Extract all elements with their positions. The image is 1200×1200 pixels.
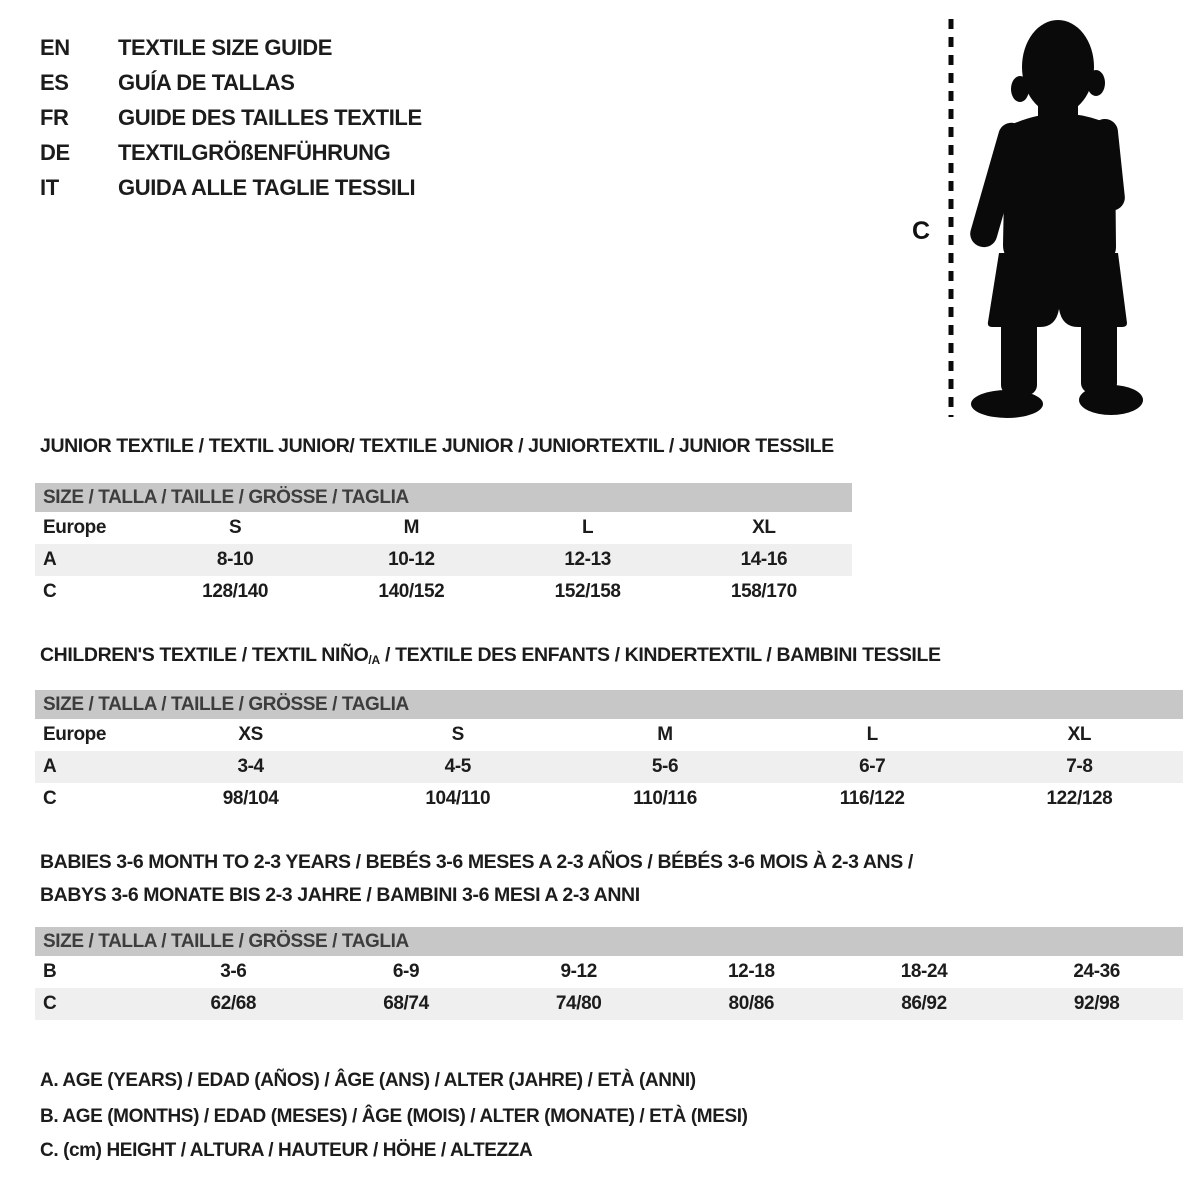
junior-row-a — [35, 544, 852, 576]
junior-size-header-bar: SIZE / TALLA / TAILLE / GRÖSSE / TAGLIA — [35, 483, 852, 512]
babies-row-c — [35, 988, 1183, 1020]
toddler-silhouette — [967, 20, 1143, 418]
babies-size-header-bar: SIZE / TALLA / TAILLE / GRÖSSE / TAGLIA — [35, 927, 1183, 956]
row-label: A — [43, 756, 57, 777]
cell-value: 92/98 — [1073, 993, 1120, 1014]
row-label: Europe — [43, 517, 107, 538]
cell-value: 12-13 — [564, 549, 611, 570]
cell-value: XL — [1067, 724, 1092, 745]
language-code: IT — [40, 174, 59, 200]
cell-value: 140/152 — [378, 581, 445, 602]
toddler-silhouette-figure — [945, 15, 1145, 420]
cell-value: 4-5 — [444, 756, 471, 777]
babies-section-title-line1: BABIES 3-6 MONTH TO 2-3 YEARS / BEBÉS 3-6 MESES A 2-3 AÑOS / BÉBÉS 3-6 MOIS À 2-3 ANS / — [40, 851, 913, 873]
children-title-text: / TEXTILE DES ENFANTS / KINDERTEXTIL / BAMBINI TESSILE — [380, 644, 941, 666]
cell-value: 7-8 — [1066, 756, 1093, 777]
cell-value: L — [866, 724, 878, 745]
language-code: DE — [40, 139, 70, 165]
legend-line-b: B. AGE (MONTHS) / EDAD (MESES) / ÂGE (MOIS) / ALTER (MONATE) / ETÀ (MESI) — [40, 1106, 748, 1127]
language-row-en — [40, 30, 422, 65]
cell-value: 74/80 — [555, 993, 602, 1014]
row-label: A — [43, 549, 57, 570]
junior-size-table — [35, 483, 852, 608]
language-code: FR — [40, 104, 69, 130]
language-row-es — [40, 65, 422, 100]
cell-value: 6-7 — [859, 756, 886, 777]
cell-value: 110/116 — [633, 788, 697, 809]
children-row-c — [35, 783, 1183, 815]
height-measure-label-c: C — [912, 217, 930, 245]
cell-value: 14-16 — [740, 549, 788, 570]
language-code: EN — [40, 34, 70, 60]
cell-value: 3-4 — [237, 756, 264, 777]
cell-value: 18-24 — [900, 961, 948, 982]
cell-value: 6-9 — [392, 961, 420, 982]
junior-row-europe — [35, 512, 852, 544]
row-label: Europe — [43, 724, 107, 745]
cell-value: 86/92 — [901, 993, 947, 1014]
language-title: GUIDE DES TAILLES TEXTILE — [118, 104, 422, 130]
row-label: C — [43, 993, 57, 1014]
language-title: TEXTILGRÖßENFÜHRUNG — [118, 139, 391, 165]
children-section-title — [40, 644, 941, 667]
cell-value: 128/140 — [202, 581, 269, 602]
cell-value: 62/68 — [210, 993, 257, 1014]
cell-value: 5-6 — [651, 756, 679, 777]
babies-section-title-line2: BABYS 3-6 MONATE BIS 2-3 JAHRE / BAMBINI 3-6 MESI A 2-3 ANNI — [40, 884, 640, 906]
legend-line-c: C. (cm) HEIGHT / ALTURA / HAUTEUR / HÖHE / ALTEZZA — [40, 1140, 533, 1161]
language-title: GUIDA ALLE TAGLIE TESSILI — [118, 174, 416, 200]
cell-value: 158/170 — [730, 581, 797, 602]
row-label: C — [43, 788, 57, 809]
cell-value: 122/128 — [1046, 788, 1113, 809]
language-row-fr — [40, 100, 422, 135]
cell-value: 80/86 — [728, 993, 775, 1014]
cell-value: M — [657, 724, 673, 745]
language-title: TEXTILE SIZE GUIDE — [118, 34, 333, 60]
children-title-subscript: /A — [368, 653, 381, 667]
children-size-table — [35, 690, 1183, 815]
language-title-list — [40, 30, 422, 205]
language-title: GUÍA DE TALLAS — [118, 69, 295, 95]
language-row-de — [40, 135, 422, 170]
cell-value: L — [582, 517, 594, 538]
row-label: C — [43, 581, 57, 602]
cell-value: M — [403, 517, 420, 538]
children-row-a — [35, 751, 1183, 783]
children-row-europe — [35, 719, 1183, 751]
language-code: ES — [40, 69, 69, 95]
cell-value: 98/104 — [222, 788, 279, 809]
legend-line-a: A. AGE (YEARS) / EDAD (AÑOS) / ÂGE (ANS) / ALTER (JAHRE) / ETÀ (ANNI) — [40, 1070, 696, 1091]
children-size-header-bar: SIZE / TALLA / TAILLE / GRÖSSE / TAGLIA — [35, 690, 1183, 719]
cell-value: S — [451, 724, 464, 745]
junior-row-c — [35, 576, 852, 608]
junior-section-title: JUNIOR TEXTILE / TEXTIL JUNIOR/ TEXTILE JUNIOR / JUNIORTEXTIL / JUNIOR TESSILE — [40, 435, 834, 457]
cell-value: 9-12 — [560, 961, 597, 982]
cell-value: XS — [238, 724, 263, 745]
cell-value: 12-18 — [728, 961, 775, 982]
cell-value: 68/74 — [383, 993, 429, 1014]
cell-value: 104/110 — [425, 788, 491, 809]
cell-value: 24-36 — [1073, 961, 1120, 982]
cell-value: 8-10 — [216, 549, 254, 570]
row-label: B — [43, 961, 57, 982]
babies-row-b — [35, 956, 1183, 988]
cell-value: 152/158 — [554, 581, 621, 602]
cell-value: XL — [752, 517, 776, 538]
children-title-text: CHILDREN'S TEXTILE / TEXTIL NIÑO — [40, 644, 369, 666]
cell-value: 10-12 — [388, 549, 435, 570]
language-row-it — [40, 170, 422, 205]
cell-value: 116/122 — [839, 788, 905, 809]
cell-value: 3-6 — [220, 961, 247, 982]
babies-size-table — [35, 927, 1183, 1020]
cell-value: S — [228, 517, 242, 538]
